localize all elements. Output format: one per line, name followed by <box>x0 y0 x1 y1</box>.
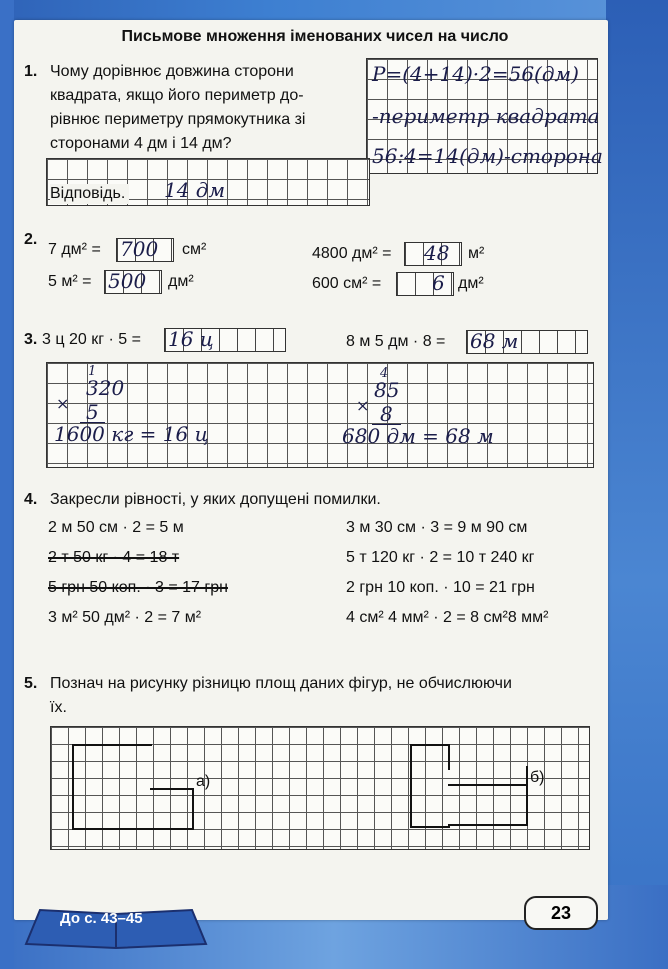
task3-left-value: 16 ц <box>168 327 214 351</box>
task2-item1-left: 7 дм² = <box>48 241 101 258</box>
task2-number: 2. <box>24 231 38 248</box>
task1-hand-line-1: P=(4+14)·2=56(дм) <box>372 62 579 86</box>
task2-item4-value: 6 <box>432 271 445 295</box>
task3-right-expr: 8 м 5 дм · 8 = <box>346 333 446 350</box>
task3-left-expr: 3 ц 20 кг · 5 = <box>42 331 141 348</box>
task3-right-sign: × <box>356 396 370 415</box>
task3-left-sign: × <box>56 394 70 413</box>
task1-line-1: Чому дорівнює довжина сторони <box>50 63 294 80</box>
task5-number: 5. <box>24 675 38 692</box>
page-number: 23 <box>524 896 598 930</box>
task2-item1-value: 700 <box>120 237 159 261</box>
task2-item2-value: 500 <box>108 269 147 293</box>
task4-right-3: 2 грн 10 коп. · 10 = 21 грн <box>346 579 535 596</box>
figure-b-left-part <box>410 744 450 828</box>
task1-line-4: сторонами 4 дм і 14 дм? <box>50 135 232 152</box>
task3-left-carry: 1 <box>88 364 97 379</box>
task3-work-grid <box>46 362 594 468</box>
task3-right-top: 85 <box>374 378 400 402</box>
figure-a-left-part <box>72 744 152 830</box>
task3-left-mult: 5 <box>80 402 105 423</box>
task5-line-2: їх. <box>50 699 67 716</box>
task1-hand-line-3: 56:4=14(дм)-сторона <box>372 144 603 168</box>
figure-b-step-horizontal <box>448 784 528 786</box>
task1-line-2: квадрата, якщо його периметр до- <box>50 87 304 104</box>
figure-b-label: б) <box>530 769 545 786</box>
task1-answer-value: 14 дм <box>164 178 226 202</box>
figure-a-right-part <box>150 788 194 830</box>
task4-right-1: 3 м 30 см · 3 = 9 м 90 см <box>346 519 528 536</box>
task3-number: 3. <box>24 331 38 348</box>
task3-right-result: 680 дм = 68 м <box>342 424 494 448</box>
page-frame-left <box>0 0 14 969</box>
task2-item4-unit: дм² <box>458 275 484 292</box>
task4-left-1: 2 м 50 см · 2 = 5 м <box>48 519 184 536</box>
task4-number: 4. <box>24 491 38 508</box>
figure-b-right-edge <box>526 766 528 786</box>
task2-item3-value: 48 <box>424 241 450 265</box>
figure-a-label: а) <box>196 773 211 790</box>
task1-line-3: рівнює периметру прямокутника зі <box>50 111 306 128</box>
task3-left-result: 1600 кг = 16 ц <box>54 422 209 446</box>
page-title: Письмове множення іменованих чисел на число <box>121 28 509 45</box>
task5-line-1: Познач на рисунку різницю площ даних фігур, не обчислюючи <box>50 675 512 692</box>
task4-left-3-crossed: 5 грн 50 коп. · 3 = 17 грн <box>48 579 228 596</box>
figure-b-right-part <box>448 768 528 826</box>
task4-instruction: Закресли рівності, у яких допущені помилки. <box>50 491 381 508</box>
task2-item3-left: 4800 дм² = <box>312 245 392 262</box>
task1-hand-line-2: -периметр квадрата <box>372 104 600 128</box>
task3-right-value: 68 м <box>470 329 519 353</box>
task1-answer-label: Відповідь. <box>50 184 129 204</box>
task4-right-2: 5 т 120 кг · 2 = 10 т 240 кг <box>346 549 535 566</box>
figure-b-step-vertical <box>448 744 450 770</box>
page-reference: До с. 43–45 <box>60 910 143 927</box>
task3-right-carry: 4 <box>380 366 389 381</box>
task2-item4-left: 600 см² = <box>312 275 382 292</box>
page-frame-right <box>606 0 668 969</box>
task2-item3-unit: м² <box>468 245 485 262</box>
task1-number: 1. <box>24 63 38 80</box>
task2-item2-left: 5 м² = <box>48 273 92 290</box>
task2-item2-unit: дм² <box>168 273 194 290</box>
task2-item1-unit: см² <box>182 241 207 258</box>
task4-right-4: 4 см² 4 мм² · 2 = 8 см²8 мм² <box>346 609 549 626</box>
task4-left-2-crossed: 2 т 50 кг · 4 = 18 т <box>48 549 180 566</box>
task3-right-mult: 8 <box>372 404 401 425</box>
task3-left-top: 320 <box>86 376 125 400</box>
task2-item4-box <box>396 272 454 296</box>
task4-left-4: 3 м² 50 дм² · 2 = 7 м² <box>48 609 202 626</box>
